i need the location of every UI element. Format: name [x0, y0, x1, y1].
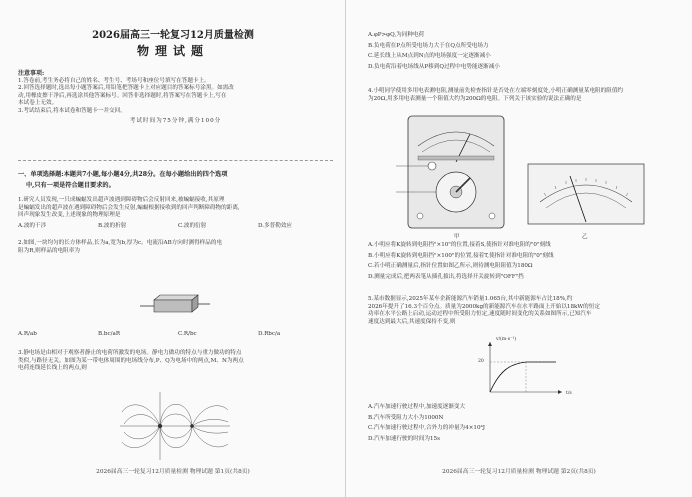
q2-option-c: C.R/bc [178, 331, 197, 337]
q5-options [368, 404, 485, 443]
q2-line: 2.如图,一块均匀的长方体样品,长为a,宽为b,厚为c。电流沿AB方向时测得样品的电 [18, 240, 223, 246]
graph-y-label: v/(m·s⁻¹) [496, 337, 517, 342]
q3-option-b: B.负电荷在P点所受电场力大于在Q点所受电场力 [368, 42, 489, 49]
notice-item: 1.答卷前,考生务必将自己的姓名、考生号、考场号和座位号填写在答题卡上。 [18, 77, 210, 84]
q4-option-a: A.小明应将K旋转到电阻挡"×10"的位置,接着S,使指针对准电阻的"0"刻线 [368, 242, 551, 248]
q3-options [368, 32, 500, 71]
q4-line: 4.小明同学使用多用电表测电阻,测量前先检查指针是否处在左端零刻度处,小明正确测量某电阻的阻值约 [368, 88, 624, 94]
q5-line: 5.某市数据显示,2025年某车企新能源汽车销量1.065台,其中新能源车占比18%,约 [368, 296, 573, 302]
q4-option-d: D.测量完成后,把两表笔从插孔拔出,将选择开关旋转到"OFF"挡 [368, 273, 524, 280]
cuboid-sample-figure [140, 290, 210, 316]
question-4 [368, 88, 623, 103]
electric-field-figure [120, 392, 230, 460]
subject-title: 物理试题 [136, 44, 209, 58]
figure-label-yi: 乙 [582, 234, 588, 240]
q4-option-c: C.若小明正确测量后,指针位置如图乙所示,则待测电阻阻值为180Ω [368, 263, 533, 270]
question-5 [368, 296, 600, 326]
q2-option-b: B.bc/aR [98, 331, 121, 337]
q5-line: 功率在水平公路上启动,运动过程中所受阻力恒定,速度随时间变化的关系如图所示,已知汽车 [368, 311, 592, 318]
q1-line: 1.研究人员发现,一只成蝙蝠发出超声波遇到障碍物后会反射回来,被蝙蝠接收,其原理 [18, 197, 225, 203]
meter-scale-figure [526, 162, 646, 228]
q3-option-c: C.延长线上从M点到N点的电场强度一定逐渐减小 [368, 53, 491, 60]
q1-option-c: C.波的衍射 [178, 223, 207, 229]
footer-right: 2026届高三一轮复习12月质量检测 物理试题 第2页(共8页) [442, 469, 596, 475]
notice-header: 注意事项: [18, 70, 45, 77]
question-3 [18, 350, 244, 373]
exam-title: 2026届高三一轮复习12月质量检测 [92, 30, 254, 41]
q2-option-a: A.R/ab [18, 331, 37, 337]
page-right [346, 0, 692, 497]
question-1 [18, 197, 240, 220]
q1-line: 是蝙蝠发出的超声波在遇到障碍物后会发生反射,蝙蝠根据接收到的回声判断障碍物的距离, [18, 204, 240, 211]
separator [18, 160, 333, 162]
q5-line: 速度达到最大后,其速度保持不变,则 [368, 318, 456, 325]
footer-left: 2026届高三一轮复习12月质量检测 物理试题 第1页(共8页) [96, 469, 250, 475]
q3-line: 类似,与路径无关。如图为某一带电体周围的电场线分布,P、Q为电场中的两点,M、N为两点 [18, 357, 244, 364]
q1-option-b: B.波的折射 [98, 223, 127, 229]
notice-item: 3.考试结束后,将本试卷和答题卡一并交回。 [18, 107, 126, 114]
section1-heading-cont: 中,只有一项是符合题目要求的。 [26, 182, 115, 189]
q2-option-d: D.Rbc/a [258, 331, 281, 337]
q1-option-a: A.波的干涉 [18, 223, 47, 229]
graph-x-label: t/s [566, 391, 572, 396]
question-2 [18, 240, 222, 255]
q5-option-c: C.汽车加速行驶过程中,合外力的冲量为4×10⁴J [368, 425, 485, 432]
q1-option-d: D.多普勒效应 [258, 223, 293, 229]
q5-option-b: B.汽车所受阻力大小为1000N [368, 414, 444, 421]
figure-label-jia: 甲 [454, 234, 460, 240]
q3-option-a: A.φP>φQ,为同种电荷 [368, 32, 425, 38]
q3-option-d: D.负电荷沿着电场线从P移到Q过程中电势能逐渐减小 [368, 63, 500, 70]
velocity-time-graph [476, 338, 566, 398]
notice-item: 动,用橡皮擦干净后,再选涂其他答案标号。回答非选择题时,将答案写在答题卡上,写在 [18, 92, 227, 99]
notice-item: 本试卷上无效。 [18, 100, 58, 107]
notice-block [18, 70, 333, 125]
q3-line: 3.静电场是由相对于观察者静止的电荷所激发的电场。静电力做功的特点与重力做功的特点 [18, 350, 242, 356]
section1-heading: 一、单项选择题:本题共7小题,每小题4分,共28分。在每小题给出的四个选项 [18, 171, 228, 178]
q3-line: 电荷连线延长线上的两点,则 [18, 365, 87, 372]
q1-line: 回声现象发生改变,上述现象的物理原理是 [18, 212, 121, 219]
multimeter-figure [396, 112, 516, 234]
q5-option-d: D.汽车加速行驶的时间为15s [368, 435, 440, 442]
q4-line: 为20Ω,用多用电表测量一个阻值大约为200Ω的电阻。下列关于该实验的说法正确的是 [368, 95, 582, 102]
q4-options [368, 242, 554, 281]
q5-option-a: A.汽车加速行驶过程中,加速度逐渐变大 [368, 404, 466, 410]
graph-value-label: 20 [478, 359, 484, 364]
q2-line: 阻为R,则样品的电阻率为 [18, 247, 80, 254]
notice-item: 2.回答选择题时,选出每小题答案后,用铅笔把答题卡上对应题目的答案标号涂黑。如需改 [18, 85, 234, 92]
q5-line: 2026年提升了16.3个百分点。质量为2000kg的新能源汽车在水平路面上开始以18kW的恒定 [368, 303, 600, 310]
time-line: 考试时间为75分钟,满分100分 [129, 117, 222, 124]
q4-option-b: B.小明应将K旋转到电阻挡"×100"的位置,接着T,使指针对准电阻的"0"刻线 [368, 252, 554, 259]
